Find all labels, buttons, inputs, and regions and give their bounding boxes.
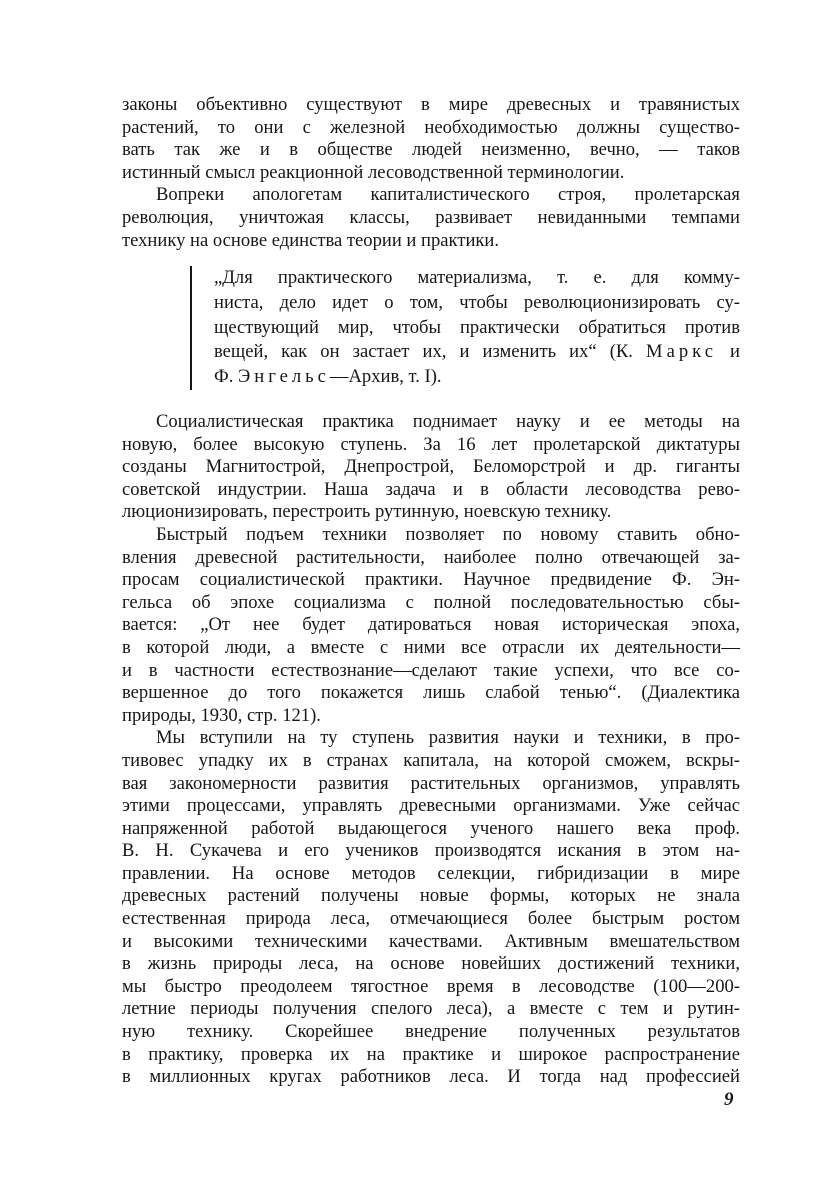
page-number: 9	[724, 1089, 734, 1110]
text-line: законы объективно существуют в мире древесных и травянистых	[122, 94, 740, 115]
paragraph-3	[122, 411, 740, 524]
text-line: растений, то они с железной необходимостью должны существо-	[122, 116, 740, 138]
paragraph-5	[122, 727, 740, 1089]
author-initial: Ф.	[214, 366, 234, 388]
text-line: Быстрый подъем техники позволяет по новому ставить обно-	[156, 523, 740, 545]
text-line: люционизировать, перестроить рутинную, ноевскую технику.	[122, 501, 612, 523]
text-line: просам социалистической практики. Научное предвидение Ф. Эн-	[122, 569, 740, 591]
quote-line: ниста, дело идет о том, чтобы революционизировать су-	[214, 291, 740, 313]
quote-text: вещей, как он застает их, и изменить их“ (К.	[214, 341, 633, 363]
text-line: гельса об эпохе социализма с полной последовательностью сбы-	[122, 591, 740, 613]
text-line: новую, более высокую ступень. За 16 лет пролетарской диктатуры	[122, 433, 740, 455]
text-line: в жизнь природы леса, на основе новейших достижений техники,	[122, 953, 740, 975]
text-line: естественная природа леса, отмечающиеся более быстрым ростом	[122, 908, 740, 930]
text-line: В. Н. Сукачева и его учеников производятся искания в этом на-	[122, 840, 740, 862]
quote-line: ществующий мир, чтобы практически обратиться против	[214, 316, 740, 338]
text-line: вая закономерности развития растительных организмов, управлять	[122, 772, 740, 794]
text-line: ную технику. Скорейшее внедрение полученных результатов	[122, 1021, 740, 1043]
paragraph-2	[122, 184, 740, 252]
text-line: советской индустрии. Наша задача и в области лесоводства рево-	[122, 478, 740, 500]
text-line: тивовес упадку их в странах капитала, на которой сможем, вскры-	[122, 749, 740, 771]
author-marx: Маркс	[646, 341, 717, 363]
text-line: Вопреки апологетам капиталистического строя, пролетарская	[156, 184, 740, 206]
quote-line: „Для практического материализма, т. е. для комму-	[214, 267, 740, 288]
text-line: в которой люди, а вместе с ними все отрасли их деятельности—	[122, 636, 740, 658]
text-line: Социалистическая практика поднимает науку и ее методы на	[156, 411, 740, 432]
text-line: летние периоды получения спелого леса), а вместе с тем и рутин-	[122, 998, 740, 1020]
quote-source: —Архив, т. I).	[329, 366, 442, 388]
conjunction: и	[730, 341, 740, 363]
text-line: вершенное до того покажется лишь слабой тенью“. (Диалектика	[122, 682, 740, 704]
text-line: в миллионных кругах работников леса. И тогда над профессией	[122, 1066, 740, 1088]
text-line: древесных растений получены новые формы, которых не знала	[122, 885, 740, 907]
quote-line	[214, 340, 740, 365]
text-line: и высокими техническими качествами. Активным вмешательством	[122, 930, 740, 952]
text-line: напряженной работой выдающегося ученого нашего века проф.	[122, 817, 740, 839]
text-line: вать так же и в обществе людей неизменно, вечно, — таков	[122, 139, 740, 161]
text-line: Мы вступили на ту ступень развития науки и техники, в про-	[156, 727, 740, 749]
text-line: этими процессами, управлять древесными организмами. Уже сейчас	[122, 795, 740, 817]
upper-text-block	[122, 94, 740, 252]
marx-engels-quote	[190, 266, 740, 390]
text-line: созданы Магнитострой, Днепрострой, Беломорстрой и др. гиганты	[122, 456, 740, 478]
text-line: в практику, проверка их на практике и широкое распространение	[122, 1043, 740, 1065]
lower-text-block	[122, 411, 740, 1089]
author-engels: Энгельс	[238, 366, 330, 388]
paragraph-4	[122, 524, 740, 727]
text-line: вления древесной растительности, наиболее полно отвечающей за-	[122, 546, 740, 568]
text-line: революция, уничтожая классы, развивает невиданными темпами	[122, 206, 740, 228]
text-line: мы быстро преодолеем тягостное время в лесоводстве (100—200-	[122, 975, 740, 997]
text-line: правлении. На основе методов селекции, гибридизации в мире	[122, 862, 740, 884]
text-line: вается: „От нее будет датироваться новая историческая эпоха,	[122, 614, 740, 636]
text-line: технику на основе единства теории и практики.	[122, 229, 500, 251]
text-line: истинный смысл реакционной лесоводственной терминологии.	[122, 161, 625, 183]
quote-line	[214, 365, 740, 390]
text-line: природы, 1930, стр. 121).	[122, 704, 321, 726]
text-line: и в частности естествознание—сделают такие успехи, что все со-	[122, 659, 740, 681]
paragraph-1	[122, 94, 740, 184]
